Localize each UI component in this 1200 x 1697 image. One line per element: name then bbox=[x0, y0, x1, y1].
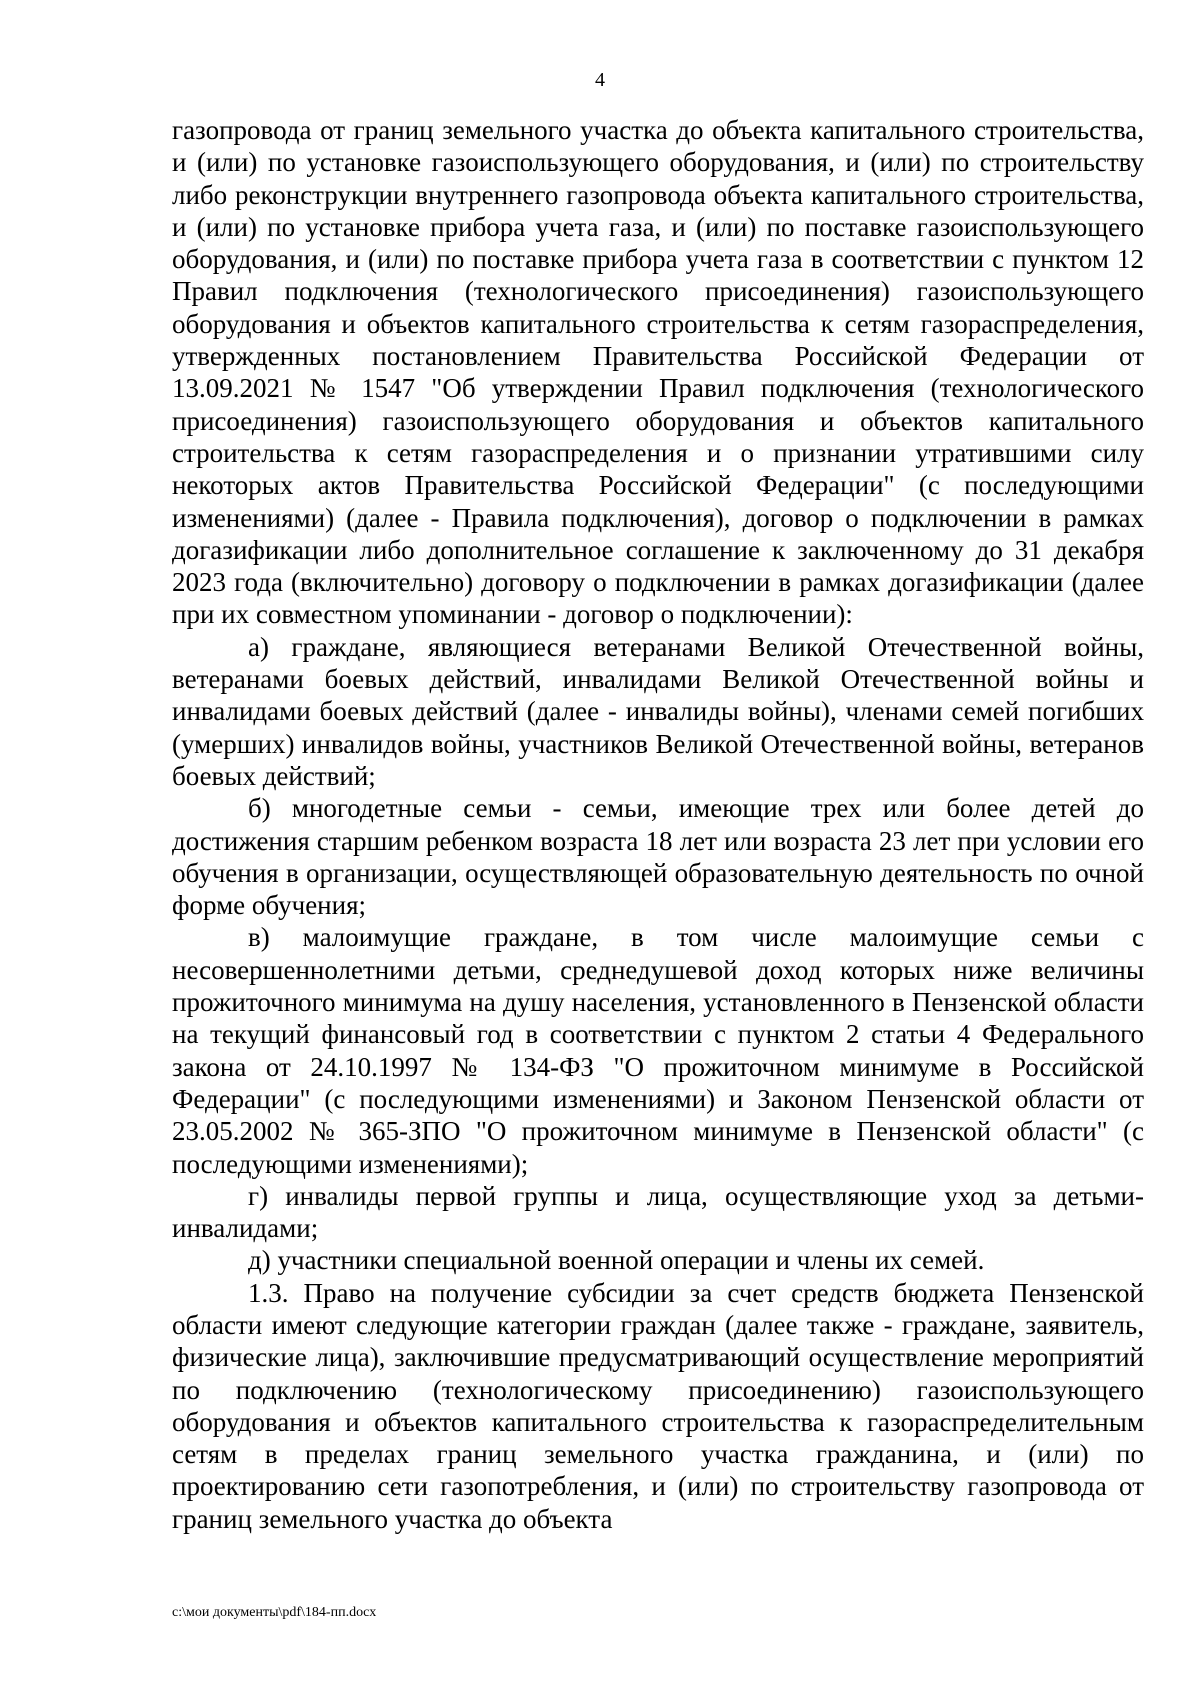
paragraph-1-3: 1.3. Право на получение субсидии за счет средств бюджета Пензенской области имеют следующие категории граждан (далее также - граждане, заявитель, физические лица), заключившие предусматривающий осуществление мероприятий по подключению (технологическому присоединению) газоиспользующего оборудования и объектов капитального строительства к газораспределительным сетям в пределах границ земельного участка гражданина, и (или) по проектированию сети газопотребления, и (или) по строительству газопровода от границ земельного участка до объекта bbox=[172, 1277, 1144, 1534]
paragraph-continuation: газопровода от границ земельного участка до объекта капитального строительства, и (или) по установке газоиспользующего оборудования, и (или) по строительству либо реконструкции внутреннего газопровода объекта капитального строительства, и (или) по установке прибора учета газа, и (или) по поставке газоиспользующего оборудования, и (или) по поставке прибора учета газа в соответствии с пунктом 12 Правил подключения (технологического присоединения) газоиспользующего оборудования и объектов капитального строительства к сетям газораспределения, утвержденных постановлением Правительства Российской Федерации от 13.09.2021 № 1547 "Об утверждении Правил подключения (технологического присоединения) газоиспользующего оборудования и объектов капитального строительства к сетям газораспределения и о признании утратившими силу некоторых актов Правительства Российской Федерации" (с последующими изменениями) (далее - Правила подключения), договор о подключении в рамках догазификации либо дополнительное соглашение к заключенному до 31 декабря 2023 года (включительно) договору о подключении в рамках догазификации (далее при их совместном упоминании - договор о подключении): bbox=[172, 115, 1144, 630]
paragraph-item-a: а) граждане, являющиеся ветеранами Великой Отечественной войны, ветеранами боевых действий, инвалидами Великой Отечественной войны и инвалидами боевых действий (далее - инвалиды войны), членами семей погибших (умерших) инвалидов войны, участников Великой Отечественной войны, ветеранов боевых действий; bbox=[172, 631, 1144, 791]
paragraph-item-v: в) малоимущие граждане, в том числе малоимущие семьи с несовершеннолетними детьми, среднедушевой доход которых ниже величины прожиточного минимума на душу населения, установленного в Пензенской области на текущий финансовый год в соответствии с пунктом 2 статьи 4 Федерального закона от 24.10.1997 № 134-ФЗ "О прожиточном минимуме в Российской Федерации" (с последующими изменениями) и Законом Пензенской области от 23.05.2002 № 365-ЗПО "О прожиточном минимуме в Пензенской области" (с последующими изменениями); bbox=[172, 922, 1144, 1179]
paragraph-item-g: г) инвалиды первой группы и лица, осуществляющие уход за детьми-инвалидами; bbox=[172, 1180, 1144, 1244]
paragraph-item-d: д) участники специальной военной операции и члены их семей. bbox=[248, 1245, 985, 1276]
footer-file-path: c:\мои документы\pdf\184-пп.docx bbox=[172, 1605, 377, 1620]
document-body bbox=[172, 114, 1144, 1535]
paragraph-item-b: б) многодетные семьи - семьи, имеющие трех или более детей до достижения старшим ребенком возраста 18 лет или возраста 23 лет при условии его обучения в организации, осуществляющей образовательную деятельность по очной форме обучения; bbox=[172, 793, 1144, 921]
page-number: 4 bbox=[595, 69, 605, 91]
